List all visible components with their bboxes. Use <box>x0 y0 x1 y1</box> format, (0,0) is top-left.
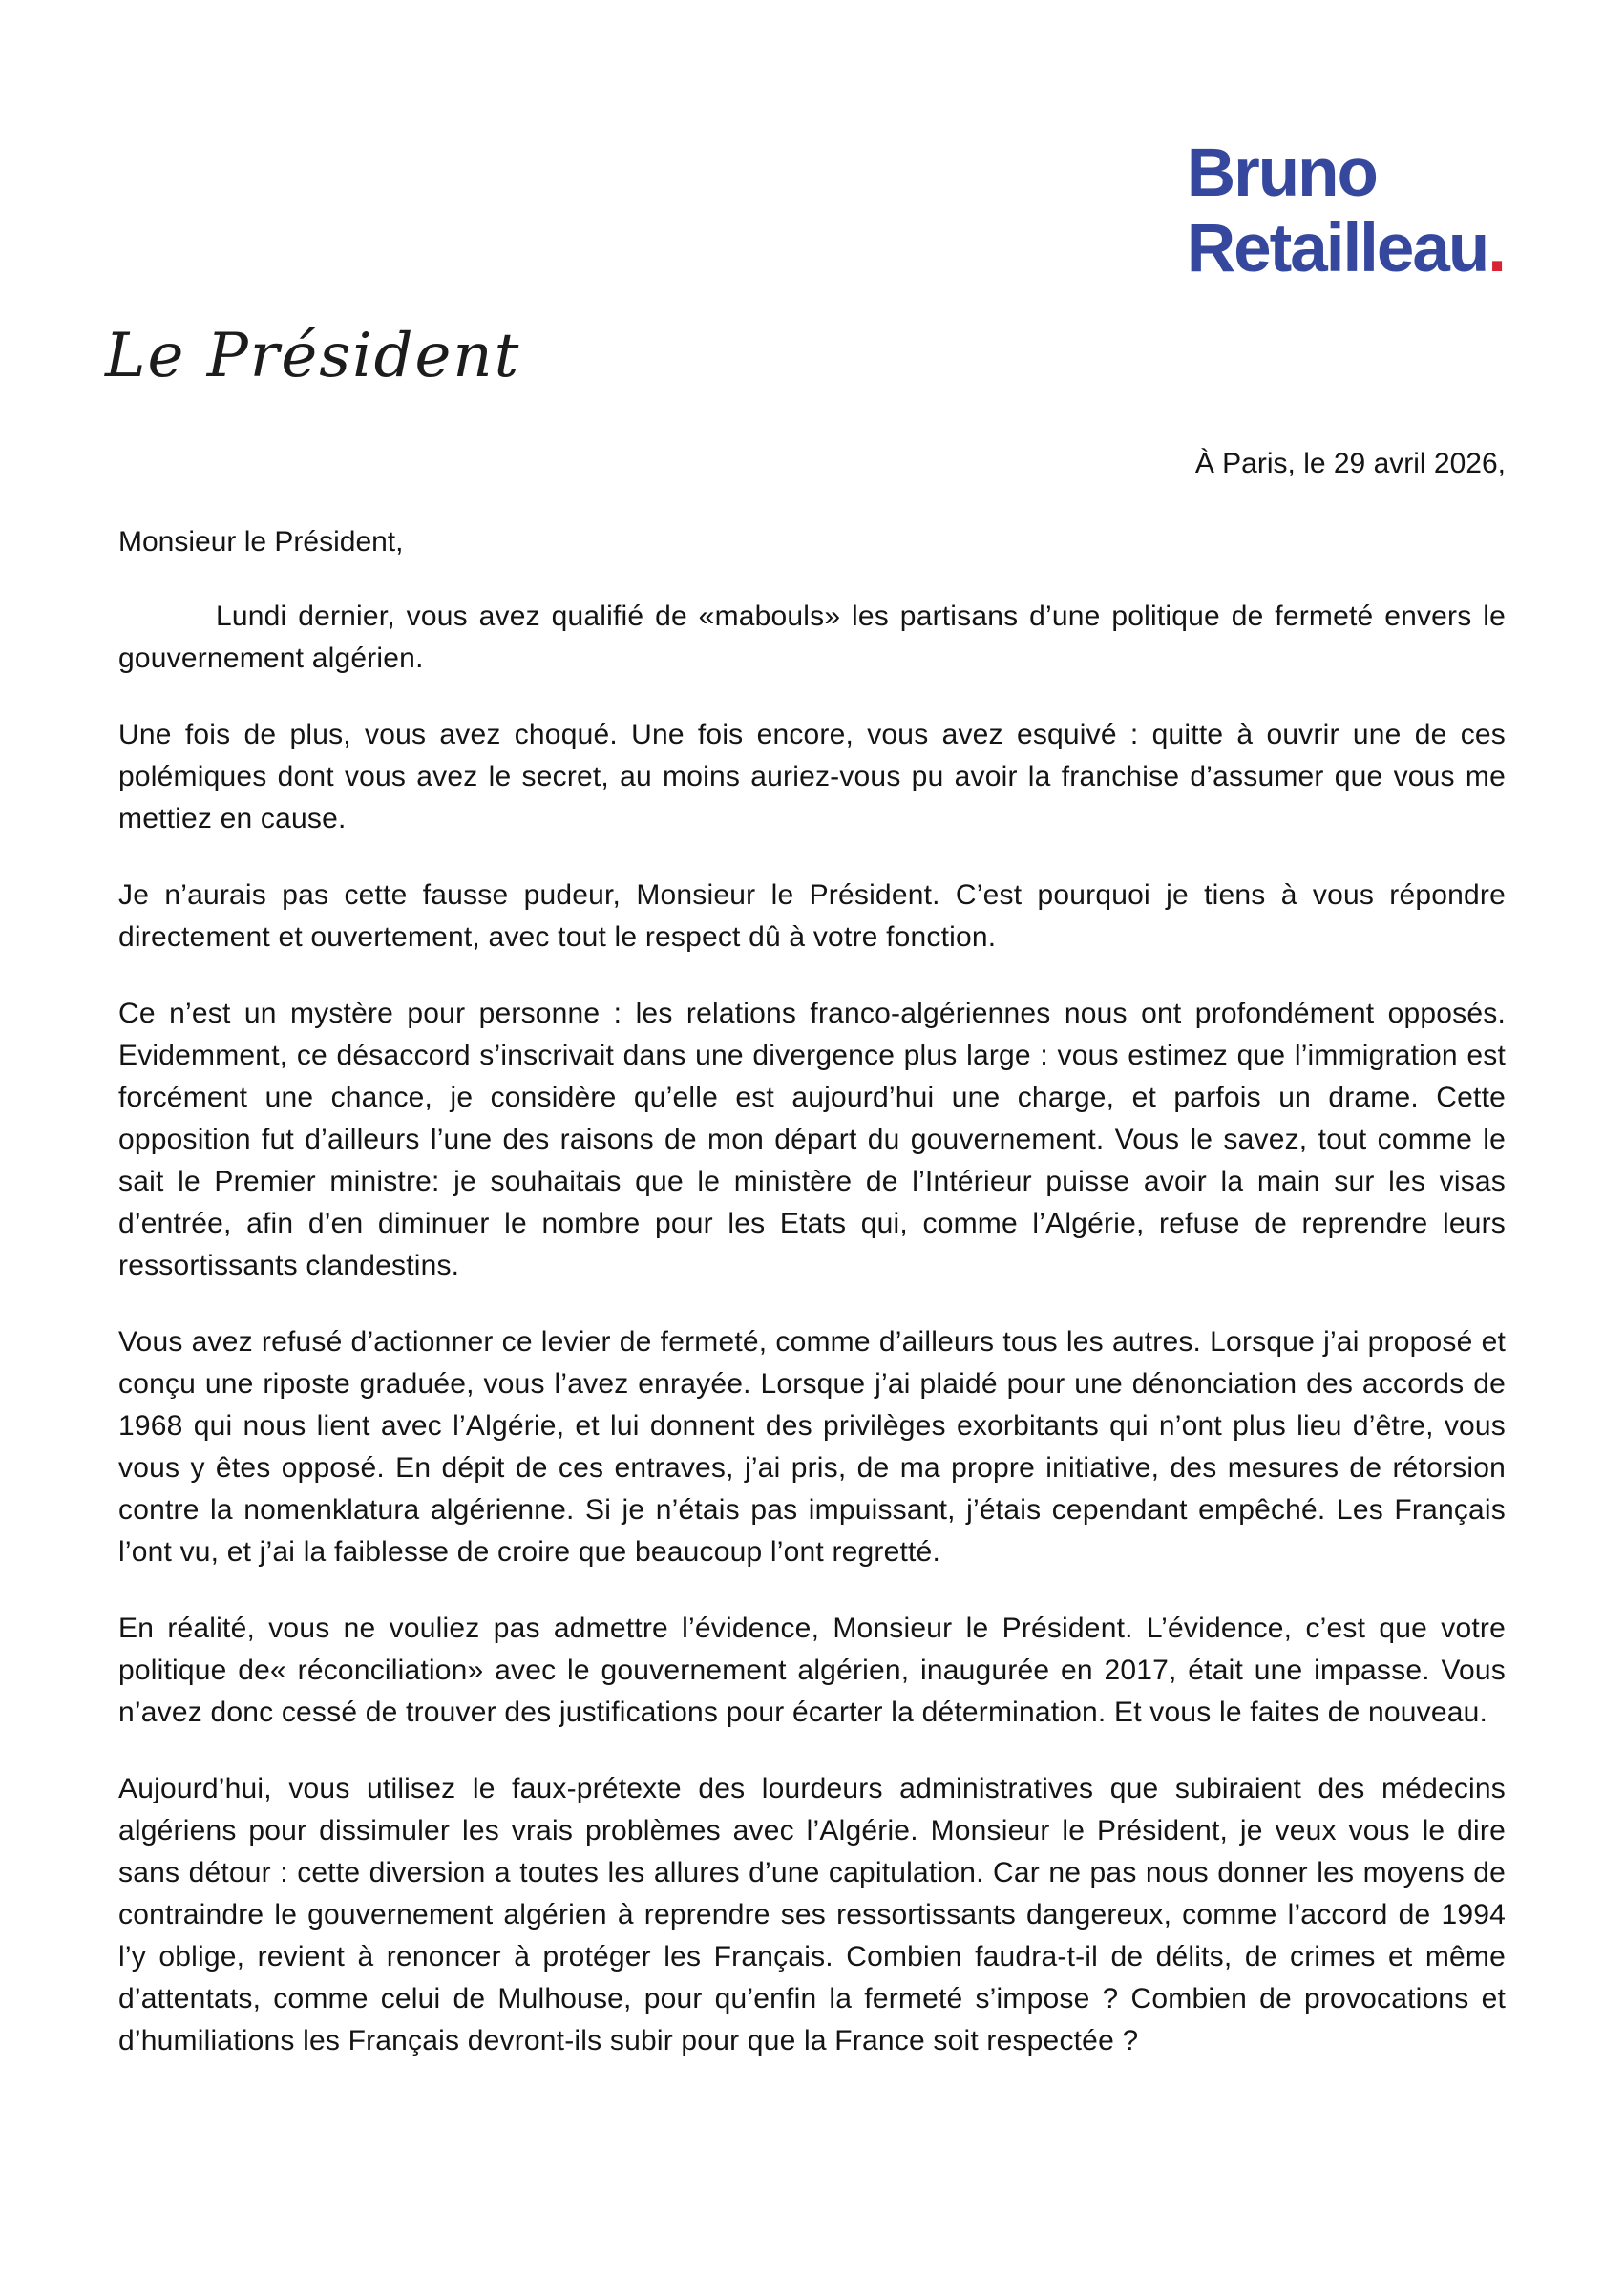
letter-body <box>118 596 1506 2097</box>
salutation: Monsieur le Président, <box>118 526 404 558</box>
logo-line-1: Bruno <box>1186 136 1377 211</box>
paragraph-7: Aujourd’hui, vous utilisez le faux-prétexte des lourdeurs administratives que subiraient des médecins algériens pour dissimuler les vrais problèmes avec l’Algérie. Monsieur le Président, je veux vous le dire sans détour : cette diversion a toutes les allures d’une capitulation. Car ne pas nous donner les moyens de contraindre le gouvernement algérien à reprendre ses ressortissants dangereux, comme l’accord de 1994 l’y oblige, revient à renoncer à protéger les Français. Combien faudra-t-il de délits, de crimes et même d’attentats, comme celui de Mulhouse, pour qu’enfin la fermeté s’impose ? Combien de provocations et d’humiliations les Français devront-ils subir pour que la France soit respectée ? <box>118 1773 1506 2057</box>
logo-red-dot: . <box>1487 211 1505 286</box>
paragraph-3: Je n’aurais pas cette fausse pudeur, Monsieur le Président. C’est pourquoi je tiens à vous répondre directement et ouvertement, avec tout le respect dû à votre fonction. <box>118 879 1506 953</box>
logo-line-2: Retailleau <box>1186 211 1488 286</box>
dateline: À Paris, le 29 avril 2026, <box>1194 448 1506 479</box>
paragraph-2: Une fois de plus, vous avez choqué. Une fois encore, vous avez esquivé : quitte à ouvrir une de ces polémiques dont vous avez le secret, au moins auriez-vous pu avoir la franchise d’assumer que vous me mettiez en cause. <box>118 719 1506 834</box>
paragraph-6: En réalité, vous ne vouliez pas admettre l’évidence, Monsieur le Président. L’évidence, c’est que votre politique de« réconciliation» avec le gouvernement algérien, inaugurée en 2017, était une impasse. Vous n’avez donc cessé de trouver des justifications pour écarter la détermination. Et vous le faites de nouveau. <box>118 1613 1506 1728</box>
sender-title-script: Le Président <box>105 321 521 391</box>
logo-line-2-wrap <box>1187 211 1505 286</box>
brand-logo <box>1187 136 1505 286</box>
paragraph-1: Lundi dernier, vous avez qualifié de «mabouls» les partisans d’une politique de fermeté envers le gouvernement algérien. <box>118 601 1506 674</box>
paragraph-5: Vous avez refusé d’actionner ce levier de fermeté, comme d’ailleurs tous les autres. Lorsque j’ai proposé et conçu une riposte graduée, vous l’avez enrayée. Lorsque j’ai plaidé pour une dénonciation des accords de 1968 qui nous lient avec l’Algérie, et lui donnent des privilèges exorbitants qui n’ont plus lieu d’être, vous vous y êtes opposé. En dépit de ces entraves, j’ai pris, de ma propre initiative, des mesures de rétorsion contre la nomenklatura algérienne. Si je n’étais pas impuissant, j’étais cependant empêché. Les Français l’ont vu, et j’ai la faiblesse de croire que beaucoup l’ont regretté. <box>118 1326 1506 1568</box>
paragraph-4: Ce n’est un mystère pour personne : les relations franco-algériennes nous ont profondément opposés. Evidemment, ce désaccord s’inscrivait dans une divergence plus large : vous estimez que l’immigration est forcément une chance, je considère qu’elle est aujourd’hui une charge, et parfois un drame. Cette opposition fut d’ailleurs l’une des raisons de mon départ du gouvernement. Vous le savez, tout comme le sait le Premier ministre: je souhaitais que le ministère de l’Intérieur puisse avoir la main sur les visas d’entrée, afin d’en diminuer le nombre pour les Etats qui, comme l’Algérie, refuse de reprendre leurs ressortissants clandestins. <box>118 998 1506 1281</box>
